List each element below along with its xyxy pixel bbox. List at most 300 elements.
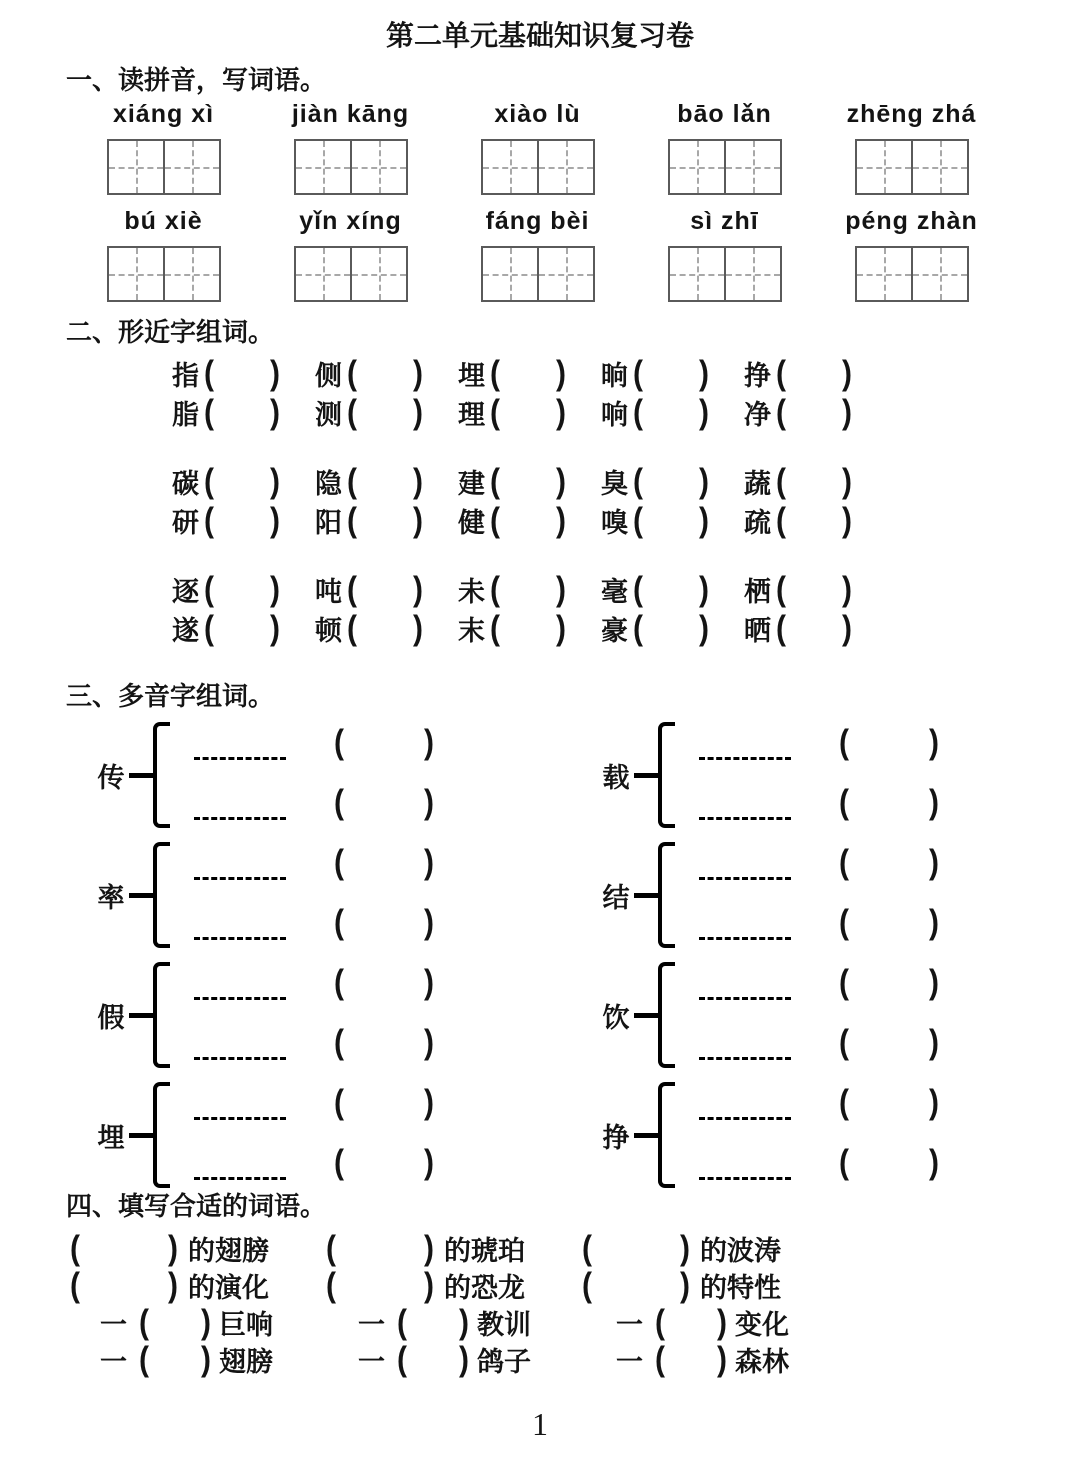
paren-open: ( (347, 353, 357, 392)
character-label: 指 (172, 361, 199, 391)
answer-line (194, 843, 434, 882)
paren-close: ) (680, 1265, 690, 1304)
grid-cell (483, 141, 537, 193)
connector-line (129, 893, 153, 898)
multi-sound-section (95, 722, 1080, 1188)
similar-characters-block (172, 462, 1080, 540)
paren-open: ( (347, 500, 357, 539)
paren-close: ) (413, 392, 423, 431)
pinyin-row (70, 207, 1010, 236)
writing-grid-slot (70, 139, 257, 195)
similar-character-item (744, 462, 887, 501)
paren-close: ) (842, 353, 852, 392)
grid-cell (109, 141, 163, 193)
character-label: 载 (602, 762, 630, 793)
bracket (153, 1082, 170, 1188)
paren-open: ( (326, 1228, 336, 1267)
paren-open: ( (204, 569, 214, 608)
bracket-lines (194, 1082, 434, 1188)
one-character: 一 (100, 1310, 127, 1340)
fill-word-item (70, 1229, 326, 1268)
similar-character-item (744, 393, 887, 432)
pinyin-label: péng zhàn (845, 207, 978, 235)
writing-grid-row (70, 246, 1010, 302)
answer-line (194, 1023, 434, 1062)
paren-close: ) (929, 1143, 939, 1182)
writing-grid-slot (818, 139, 1005, 195)
character-label: 净 (744, 400, 771, 430)
similar-characters-row (172, 354, 1080, 393)
character-label: 侧 (315, 361, 342, 391)
multi-sound-group (600, 1082, 1080, 1188)
similar-character-item (601, 570, 744, 609)
writing-grid (107, 246, 221, 302)
paren-close: ) (699, 353, 709, 392)
fill-word-item (358, 1303, 586, 1342)
answer-line (194, 1143, 434, 1182)
paren-open: ( (633, 353, 643, 392)
pinyin-row (70, 100, 1010, 129)
paren-close: ) (413, 569, 423, 608)
blank-line (699, 1097, 791, 1120)
multi-sound-group (600, 722, 1080, 828)
similar-character-item (458, 393, 601, 432)
section2-heading: 二、形近字组词。 (66, 317, 275, 347)
character-label: 晒 (744, 616, 771, 646)
writing-grid (481, 246, 595, 302)
pinyin-label: fáng bèi (485, 207, 590, 235)
blank-line (194, 1097, 286, 1120)
word-label: 的恐龙 (444, 1273, 525, 1303)
connector-line (634, 1013, 658, 1018)
similar-characters-block (172, 570, 1080, 648)
word-label: 巨响 (219, 1310, 273, 1340)
similar-character-item (315, 462, 458, 501)
answer-line (699, 963, 939, 1002)
one-character: 一 (616, 1347, 643, 1377)
character-label: 阳 (315, 508, 342, 538)
paren-close: ) (929, 963, 939, 1002)
writing-grid (481, 139, 595, 195)
paren-open: ( (633, 569, 643, 608)
similar-character-item (315, 393, 458, 432)
bracket-lines (194, 722, 434, 828)
similar-characters-block (172, 354, 1080, 432)
character-label: 建 (458, 469, 485, 499)
paren-open: ( (334, 723, 344, 762)
similar-character-item (601, 609, 744, 648)
grid-cell (350, 141, 406, 193)
bracket (658, 1082, 675, 1188)
writing-grid-slot (257, 246, 444, 302)
paren-open: ( (334, 903, 344, 942)
paren-open: ( (397, 1339, 407, 1378)
multi-sound-group (95, 722, 600, 828)
similar-character-item (744, 501, 887, 540)
fill-word-item (616, 1303, 844, 1342)
pinyin-label: xiào lù (494, 100, 581, 128)
pinyin-label: zhēng zhá (846, 100, 977, 128)
paren-close: ) (270, 608, 280, 647)
similar-characters-row (172, 462, 1080, 501)
similar-character-item (172, 462, 315, 501)
writing-grid-slot (70, 246, 257, 302)
paren-close: ) (270, 353, 280, 392)
similar-characters-section (0, 354, 1080, 648)
similar-character-item (172, 609, 315, 648)
paren-close: ) (842, 608, 852, 647)
fill-words-row (70, 1304, 1080, 1341)
similar-character-item (744, 609, 887, 648)
paren-close: ) (929, 843, 939, 882)
grid-cell (296, 248, 350, 300)
grid-cell (483, 248, 537, 300)
word-label: 翅膀 (219, 1347, 273, 1377)
similar-characters-row (172, 570, 1080, 609)
character-label: 挣 (602, 1122, 630, 1153)
pinyin-label: bāo lǎn (677, 100, 772, 128)
answer-line (699, 843, 939, 882)
character-label: 测 (315, 400, 342, 430)
writing-grid-slot (257, 139, 444, 195)
connector-line (634, 1133, 658, 1138)
grid-cell (296, 141, 350, 193)
fill-word-item (70, 1266, 326, 1305)
paren-close: ) (929, 723, 939, 762)
connector-line (634, 773, 658, 778)
word-label: 森林 (735, 1347, 789, 1377)
paren-close: ) (424, 903, 434, 942)
word-label: 鸽子 (477, 1347, 531, 1377)
paren-close: ) (556, 608, 566, 647)
character-label: 蔬 (744, 469, 771, 499)
paren-close: ) (699, 392, 709, 431)
writing-grid (294, 246, 408, 302)
blank-line (699, 917, 791, 940)
paren-close: ) (717, 1302, 727, 1341)
word-label: 的特性 (700, 1273, 781, 1303)
paren-open: ( (655, 1339, 665, 1378)
section3-heading: 三、多音字组词。 (66, 681, 275, 711)
paren-close: ) (424, 1228, 434, 1267)
character-label: 晌 (601, 361, 628, 391)
similar-characters-row (172, 393, 1080, 432)
fill-words-row (70, 1267, 1080, 1304)
paren-open: ( (204, 392, 214, 431)
paren-open: ( (204, 608, 214, 647)
grid-cell (670, 141, 724, 193)
answer-line (699, 1023, 939, 1062)
paren-open: ( (655, 1302, 665, 1341)
paren-open: ( (839, 843, 849, 882)
paren-open: ( (334, 963, 344, 1002)
grid-cell (857, 248, 911, 300)
similar-character-item (601, 354, 744, 393)
word-label: 的翅膀 (188, 1236, 269, 1266)
bracket (658, 722, 675, 828)
writing-grid (855, 246, 969, 302)
paren-close: ) (929, 1023, 939, 1062)
similar-character-item (315, 501, 458, 540)
writing-grid (668, 139, 782, 195)
multi-sound-group (95, 962, 600, 1068)
page-number: 1 (532, 1406, 548, 1442)
paren-open: ( (776, 569, 786, 608)
character-label: 假 (97, 1002, 125, 1033)
multi-sound-group (95, 1082, 600, 1188)
paren-close: ) (168, 1228, 178, 1267)
paren-close: ) (459, 1339, 469, 1378)
paren-close: ) (413, 608, 423, 647)
paren-open: ( (776, 500, 786, 539)
paren-close: ) (270, 392, 280, 431)
word-label: 的演化 (188, 1273, 269, 1303)
paren-close: ) (201, 1302, 211, 1341)
writing-grid (107, 139, 221, 195)
paren-close: ) (413, 500, 423, 539)
paren-open: ( (633, 608, 643, 647)
writing-grid-slot (444, 139, 631, 195)
bracket-lines (699, 842, 939, 948)
blank-line (194, 737, 286, 760)
bracket (153, 722, 170, 828)
similar-character-item (458, 570, 601, 609)
paren-close: ) (717, 1339, 727, 1378)
fill-words-section (0, 1230, 1080, 1378)
paren-open: ( (776, 461, 786, 500)
paren-open: ( (334, 843, 344, 882)
paren-close: ) (413, 461, 423, 500)
grid-cell (911, 248, 967, 300)
paren-open: ( (633, 392, 643, 431)
character-label: 结 (602, 882, 630, 913)
section1-heading: 一、读拼音，写词语。 (66, 65, 327, 95)
similar-characters-row (172, 609, 1080, 648)
character-label: 嗅 (601, 508, 628, 538)
one-character: 一 (358, 1347, 385, 1377)
answer-line (194, 783, 434, 822)
connector-line (129, 773, 153, 778)
answer-line (699, 1083, 939, 1122)
fill-word-item (326, 1266, 582, 1305)
paren-open: ( (490, 500, 500, 539)
paren-open: ( (839, 1143, 849, 1182)
similar-character-item (172, 393, 315, 432)
paren-close: ) (270, 569, 280, 608)
grid-cell (163, 141, 219, 193)
answer-line (194, 963, 434, 1002)
word-label: 的波涛 (700, 1236, 781, 1266)
writing-grid-row (70, 139, 1010, 195)
fill-word-item (582, 1266, 838, 1305)
character-label: 豪 (601, 616, 628, 646)
similar-character-item (172, 501, 315, 540)
grid-cell (670, 248, 724, 300)
paren-open: ( (70, 1228, 80, 1267)
blank-line (194, 1037, 286, 1060)
paren-close: ) (842, 500, 852, 539)
paren-close: ) (842, 461, 852, 500)
similar-character-item (744, 570, 887, 609)
paren-open: ( (839, 1083, 849, 1122)
blank-line (194, 857, 286, 880)
paren-open: ( (334, 783, 344, 822)
paren-open: ( (633, 461, 643, 500)
paren-open: ( (204, 500, 214, 539)
paren-open: ( (204, 461, 214, 500)
pinyin-label: yǐn xíng (299, 207, 402, 235)
character-label: 遂 (172, 616, 199, 646)
character-label: 吨 (315, 577, 342, 607)
character-label: 臭 (601, 469, 628, 499)
paren-open: ( (582, 1228, 592, 1267)
fill-words-row (70, 1230, 1080, 1267)
bracket-lines (194, 962, 434, 1068)
writing-grid-slot (818, 246, 1005, 302)
paren-open: ( (490, 608, 500, 647)
character-label: 埋 (458, 361, 485, 391)
paren-open: ( (326, 1265, 336, 1304)
character-label: 传 (97, 762, 125, 793)
character-label: 率 (97, 882, 125, 913)
paren-open: ( (139, 1339, 149, 1378)
character-label: 未 (458, 577, 485, 607)
similar-character-item (458, 609, 601, 648)
word-label: 教训 (477, 1310, 531, 1340)
page-title: 第二单元基础知识复习卷 (385, 20, 694, 51)
similar-character-item (601, 501, 744, 540)
connector-line (129, 1133, 153, 1138)
paren-open: ( (490, 461, 500, 500)
one-character: 一 (358, 1310, 385, 1340)
paren-open: ( (776, 353, 786, 392)
bracket-lines (699, 962, 939, 1068)
connector-line (634, 893, 658, 898)
paren-close: ) (556, 569, 566, 608)
paren-open: ( (204, 353, 214, 392)
paren-close: ) (168, 1265, 178, 1304)
character-label: 理 (458, 400, 485, 430)
character-label: 顿 (315, 616, 342, 646)
paren-close: ) (413, 353, 423, 392)
paren-close: ) (699, 608, 709, 647)
paren-close: ) (556, 392, 566, 431)
grid-cell (911, 141, 967, 193)
character-label: 脂 (172, 400, 199, 430)
paren-open: ( (490, 392, 500, 431)
answer-line (194, 903, 434, 942)
similar-characters-row (172, 501, 1080, 540)
character-label: 挣 (744, 361, 771, 391)
grid-cell (857, 141, 911, 193)
grid-cell (537, 141, 593, 193)
grid-cell (537, 248, 593, 300)
paren-open: ( (839, 783, 849, 822)
character-label: 疏 (744, 508, 771, 538)
bracket-lines (699, 722, 939, 828)
bracket-lines (699, 1082, 939, 1188)
grid-cell (724, 141, 780, 193)
paren-open: ( (347, 569, 357, 608)
pinyin-writing-section (0, 100, 1080, 302)
bracket-lines (194, 842, 434, 948)
paren-close: ) (424, 1265, 434, 1304)
paren-close: ) (699, 569, 709, 608)
blank-line (194, 797, 286, 820)
word-label: 变化 (735, 1310, 789, 1340)
paren-close: ) (556, 500, 566, 539)
bracket (153, 842, 170, 948)
paren-open: ( (347, 392, 357, 431)
blank-line (699, 797, 791, 820)
paren-close: ) (680, 1228, 690, 1267)
fill-words-row (70, 1341, 1080, 1378)
writing-grid-slot (631, 246, 818, 302)
paren-open: ( (490, 569, 500, 608)
bracket (153, 962, 170, 1068)
paren-close: ) (842, 569, 852, 608)
similar-character-item (172, 570, 315, 609)
section4-heading: 四、填写合适的词语。 (66, 1191, 327, 1221)
similar-character-item (601, 462, 744, 501)
blank-line (699, 977, 791, 1000)
blank-line (699, 1037, 791, 1060)
paren-close: ) (929, 1083, 939, 1122)
similar-character-item (601, 393, 744, 432)
paren-open: ( (347, 608, 357, 647)
writing-grid (668, 246, 782, 302)
paren-open: ( (70, 1265, 80, 1304)
multi-sound-group (600, 842, 1080, 948)
paren-close: ) (459, 1302, 469, 1341)
multi-sound-group (95, 842, 600, 948)
paren-open: ( (839, 1023, 849, 1062)
paren-close: ) (424, 1023, 434, 1062)
paren-close: ) (424, 963, 434, 1002)
similar-character-item (315, 609, 458, 648)
blank-line (194, 1157, 286, 1180)
paren-close: ) (424, 843, 434, 882)
character-label: 栖 (744, 577, 771, 607)
grid-cell (350, 248, 406, 300)
paren-close: ) (699, 500, 709, 539)
paren-close: ) (270, 461, 280, 500)
character-label: 碳 (172, 469, 199, 499)
grid-cell (724, 248, 780, 300)
pinyin-label: xiáng xì (112, 100, 215, 128)
character-label: 隐 (315, 469, 342, 499)
grid-cell (163, 248, 219, 300)
paren-close: ) (842, 392, 852, 431)
paren-open: ( (334, 1143, 344, 1182)
multi-sound-group (600, 962, 1080, 1068)
answer-line (699, 723, 939, 762)
paren-close: ) (929, 903, 939, 942)
bracket (658, 962, 675, 1068)
paren-open: ( (334, 1023, 344, 1062)
connector-line (129, 1013, 153, 1018)
paren-open: ( (334, 1083, 344, 1122)
similar-character-item (458, 354, 601, 393)
similar-character-item (315, 570, 458, 609)
blank-line (194, 917, 286, 940)
answer-line (194, 1083, 434, 1122)
character-label: 毫 (601, 577, 628, 607)
word-label: 的琥珀 (444, 1236, 525, 1266)
one-character: 一 (616, 1310, 643, 1340)
paren-close: ) (556, 353, 566, 392)
paren-close: ) (556, 461, 566, 500)
